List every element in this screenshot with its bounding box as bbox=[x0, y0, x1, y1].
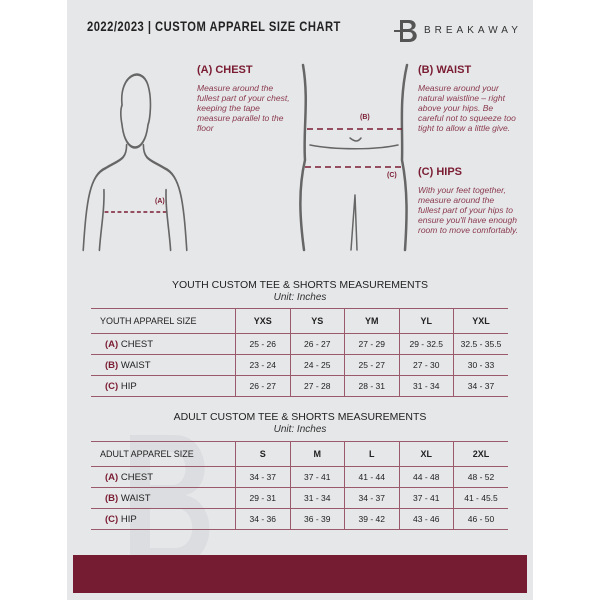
page-title: 2022/2023 | CUSTOM APPAREL SIZE CHART bbox=[87, 18, 341, 34]
youth-section-title: YOUTH CUSTOM TEE & SHORTS MEASUREMENTS bbox=[171, 279, 429, 291]
table-row bbox=[91, 355, 508, 376]
size-header: M bbox=[290, 442, 345, 467]
cell: 29 - 31 bbox=[236, 488, 291, 509]
youth-size-table bbox=[91, 308, 508, 397]
row-label: (C) HIP bbox=[91, 376, 236, 397]
chest-marker-label: (A) bbox=[155, 198, 165, 205]
waist-heading: (B) WAIST bbox=[418, 64, 472, 76]
cell: 27 - 28 bbox=[290, 376, 345, 397]
chest-description: Measure around the fullest part of your chest, keeping the tape measure parallel to the floor bbox=[197, 83, 290, 133]
cell: 44 - 48 bbox=[399, 467, 454, 488]
cell: 34 - 37 bbox=[345, 488, 400, 509]
cell: 32.5 - 35.5 bbox=[454, 334, 509, 355]
size-header: YXL bbox=[454, 309, 509, 334]
cell: 25 - 27 bbox=[345, 355, 400, 376]
cell: 27 - 30 bbox=[399, 355, 454, 376]
row-label: (B) WAIST bbox=[91, 355, 236, 376]
cell: 46 - 50 bbox=[454, 509, 509, 530]
table-row bbox=[91, 488, 508, 509]
cell: 34 - 37 bbox=[236, 467, 291, 488]
row-label: (B) WAIST bbox=[91, 488, 236, 509]
size-header: 2XL bbox=[454, 442, 509, 467]
size-header: L bbox=[345, 442, 400, 467]
size-header: YXS bbox=[236, 309, 291, 334]
cell: 39 - 42 bbox=[345, 509, 400, 530]
cell: 41 - 44 bbox=[345, 467, 400, 488]
breakaway-logo-icon bbox=[394, 18, 420, 44]
hips-heading: (C) HIPS bbox=[418, 166, 462, 178]
row-label: (A) CHEST bbox=[91, 467, 236, 488]
size-header: XL bbox=[399, 442, 454, 467]
waist-marker-label: (B) bbox=[360, 114, 370, 121]
cell: 37 - 41 bbox=[290, 467, 345, 488]
row-label: (A) CHEST bbox=[91, 334, 236, 355]
brand-name: BREAKAWAY bbox=[424, 25, 522, 36]
cell: 37 - 41 bbox=[399, 488, 454, 509]
cell: 30 - 33 bbox=[454, 355, 509, 376]
table-row bbox=[91, 467, 508, 488]
cell: 29 - 32.5 bbox=[399, 334, 454, 355]
table-header-row bbox=[91, 309, 508, 334]
adult-section-title: ADULT CUSTOM TEE & SHORTS MEASUREMENTS bbox=[173, 411, 427, 423]
cell: 34 - 36 bbox=[236, 509, 291, 530]
cell: 31 - 34 bbox=[399, 376, 454, 397]
cell: 48 - 52 bbox=[454, 467, 509, 488]
row-label: (C) HIP bbox=[91, 509, 236, 530]
cell: 36 - 39 bbox=[290, 509, 345, 530]
cell: 31 - 34 bbox=[290, 488, 345, 509]
waist-description: Measure around your natural waistline – right above your hips. Be careful not to squeeze too tight to allow a little give. bbox=[418, 83, 516, 133]
size-header: YS bbox=[290, 309, 345, 334]
table-header-row bbox=[91, 442, 508, 467]
cell: 27 - 29 bbox=[345, 334, 400, 355]
size-header: YL bbox=[399, 309, 454, 334]
cell: 24 - 25 bbox=[290, 355, 345, 376]
cell: 23 - 24 bbox=[236, 355, 291, 376]
footer-band bbox=[73, 555, 527, 593]
adult-unit: Unit: Inches bbox=[273, 424, 327, 435]
cell: 26 - 27 bbox=[290, 334, 345, 355]
table-row bbox=[91, 509, 508, 530]
hips-description: With your feet together, measure around the fullest part of your hips to ensure you'll have enough room to move comfortably. bbox=[418, 185, 518, 235]
cell: 26 - 27 bbox=[236, 376, 291, 397]
size-header: S bbox=[236, 442, 291, 467]
header-label: ADULT APPAREL SIZE bbox=[91, 442, 236, 467]
upper-body-figure bbox=[80, 60, 190, 260]
adult-size-table bbox=[91, 441, 508, 530]
cell: 43 - 46 bbox=[399, 509, 454, 530]
cell: 28 - 31 bbox=[345, 376, 400, 397]
cell: 41 - 45.5 bbox=[454, 488, 509, 509]
table-row bbox=[91, 376, 508, 397]
lower-body-figure bbox=[295, 60, 415, 260]
chest-heading: (A) CHEST bbox=[197, 64, 253, 76]
hips-marker-label: (C) bbox=[387, 172, 397, 179]
cell: 25 - 26 bbox=[236, 334, 291, 355]
youth-unit: Unit: Inches bbox=[273, 292, 327, 303]
header-label: YOUTH APPAREL SIZE bbox=[91, 309, 236, 334]
size-header: YM bbox=[345, 309, 400, 334]
table-row bbox=[91, 334, 508, 355]
cell: 34 - 37 bbox=[454, 376, 509, 397]
